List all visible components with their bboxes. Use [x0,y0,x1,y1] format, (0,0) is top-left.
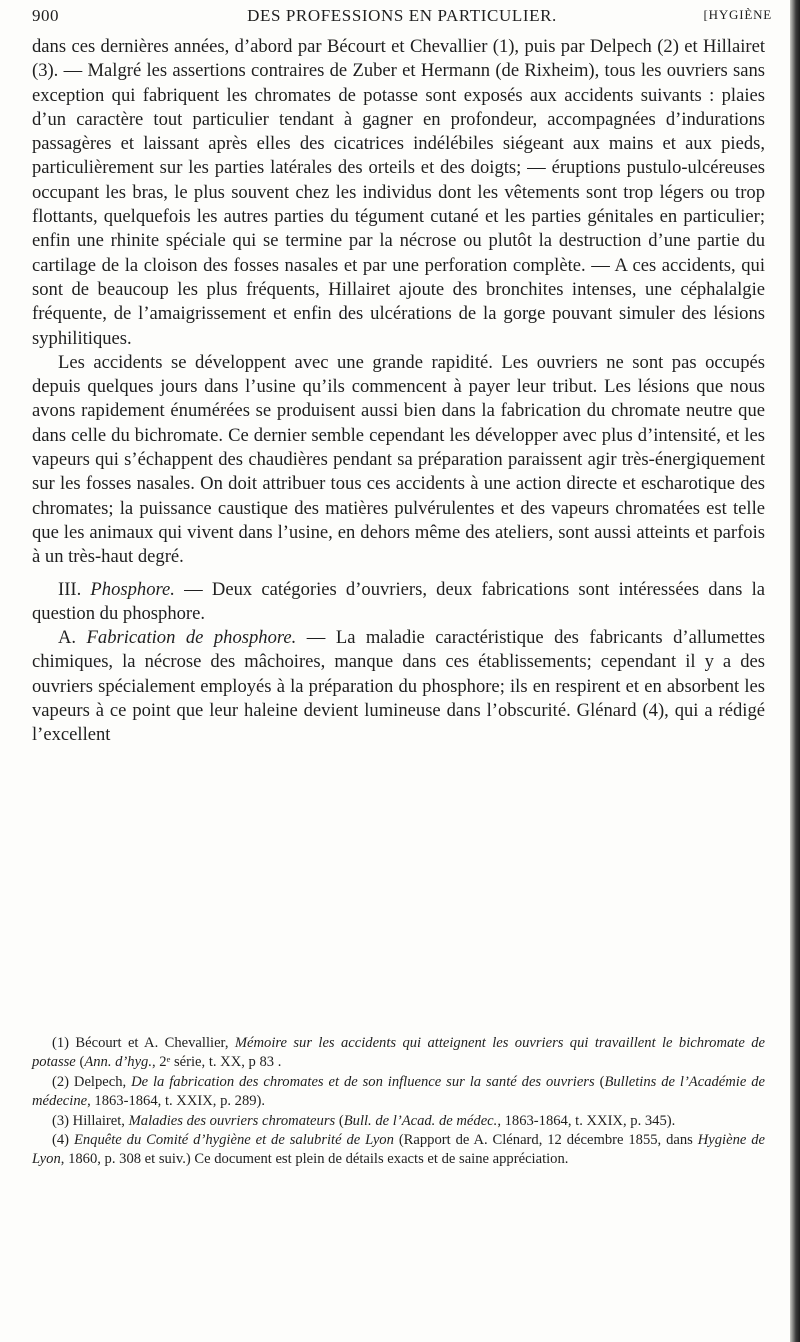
footnote-2: (2) Delpech, De la fabrication des chromates et de son influence sur la santé des ouvriers (Bulletins de l’Académie de médecine, 1863-1864, t. XXIX, p. 289). [32,1073,766,1110]
footnote-1: (1) Bécourt et A. Chevallier, Mémoire sur les accidents qui atteignent les ouvriers qui travaillent le bichromate de potasse (Ann. d’hyg., 2ᵉ série, t. XX, p 83 . [32,1035,765,1071]
paragraph-phosphore [32,578,765,627]
page-edge-shadow [790,0,800,1342]
paragraph-chromates-accidents: dans ces dernières années, d’abord par Bécourt et Chevallier (1), puis par Delpech (2) et Hillairet (3). — Malgré les assertions contraires de Zuber et Hermann (de Rixheim), tous les ouvriers sans exception qui fabriquent les chromates de potasse sont exposés aux accidents suivants : plaies d’un caractère tout particulier tendant à gagner en profondeur, accompagnées d’indurations passagères et laissant après elles des cicatrices indélébiles siégeant aux mains et aux pieds, particulièrement sur les parties latérales des orteils et des doigts; — éruptions pustulo-ulcéreuses occupant les bras, le plus souvent chez les individus dont les vêtements sont trop légers ou trop flottants, quelquefois les autres parties du tégument cutané et les parties génitales en particulier; enfin une rhinite spéciale qui se termine par la nécrose ou plutôt la destruction d’une partie du cartilage de la cloison des fosses nasales et par une perforation complète. — A ces accidents, qui sont de beaucoup les plus fréquents, Hillairet ajoute des bronchites intenses, une céphalalgie fréquente, de l’amaigrissement et enfin des ulcérations de la gorge pouvant simuler des lésions syphilitiques. [32,36,765,349]
section-intro-text: — Deux catégories d’ouvriers, deux fabrications sont intéressées dans la question du phosphore. [32,578,765,624]
section-heading-phosphore: Phosphore. [90,578,175,600]
footnote-4: (4) Enquête du Comité d’hygiène et de salubrité de Lyon (Rapport de A. Clénard, 12 décembre 1855, dans Hygiène de Lyon, 1860, p. 308 et suiv.) Ce document est plein de détails exacts et de saine appréciation. [32,1132,766,1168]
page-number: 900 [32,6,59,25]
subsection-heading-fabrication: Fabrication de phosphore. [86,627,297,649]
running-header [32,2,772,32]
section-numeral: III. [58,578,82,600]
running-title: DES PROFESSIONS EN PARTICULIER. [247,6,557,25]
paragraph-accidents-rapidity: Les accidents se développent avec une grande rapidité. Les ouvriers ne sont pas occupés depuis quelques jours dans l’usine qu’ils commencent à payer leur tribut. Les lésions que nous avons rapidement énumérées se produisent aussi bien dans la fabrication du chromate neutre que dans celle du bichromate. Ce dernier semble cependant les développer avec plus d’intensité, et les vapeurs qui s’échappent des chaudières pendant sa préparation paraissent agir très-énergiquement sur les fosses nasales. On doit attribuer tous ces accidents à une action directe et escharotique des chromates; la puissance caustique des matières pulvérulentes et des vapeurs chromatées est telle que les animaux qui vivent dans l’usine, en dehors même des ateliers, sont aussi atteints et parfois à un très-haut degré. [32,351,765,568]
footnote-3: (3) Hillairet, Maladies des ouvriers chromateurs (Bull. de l’Acad. de médec., 1863-1864, t. XXIX, p. 345). [52,1112,676,1129]
subsection-text: — La maladie caractéristique des fabricants d’allumettes chimiques, la nécrose des mâchoires, manque dans ces établissements; cependant il y a des ouvriers spécialement employés à la préparation du phosphore; ils en respirent et en absorbent les vapeurs à ce point que leur haleine devient lumineuse dans l’obscurité. Glénard (4), qui a rédigé l’excellent [32,627,765,746]
section-label: [HYGIÈNE [703,7,772,22]
footnotes [32,1034,765,1170]
main-text [32,35,765,748]
paragraph-fabrication-phosphore [32,626,765,747]
subsection-letter: A. [58,627,77,649]
